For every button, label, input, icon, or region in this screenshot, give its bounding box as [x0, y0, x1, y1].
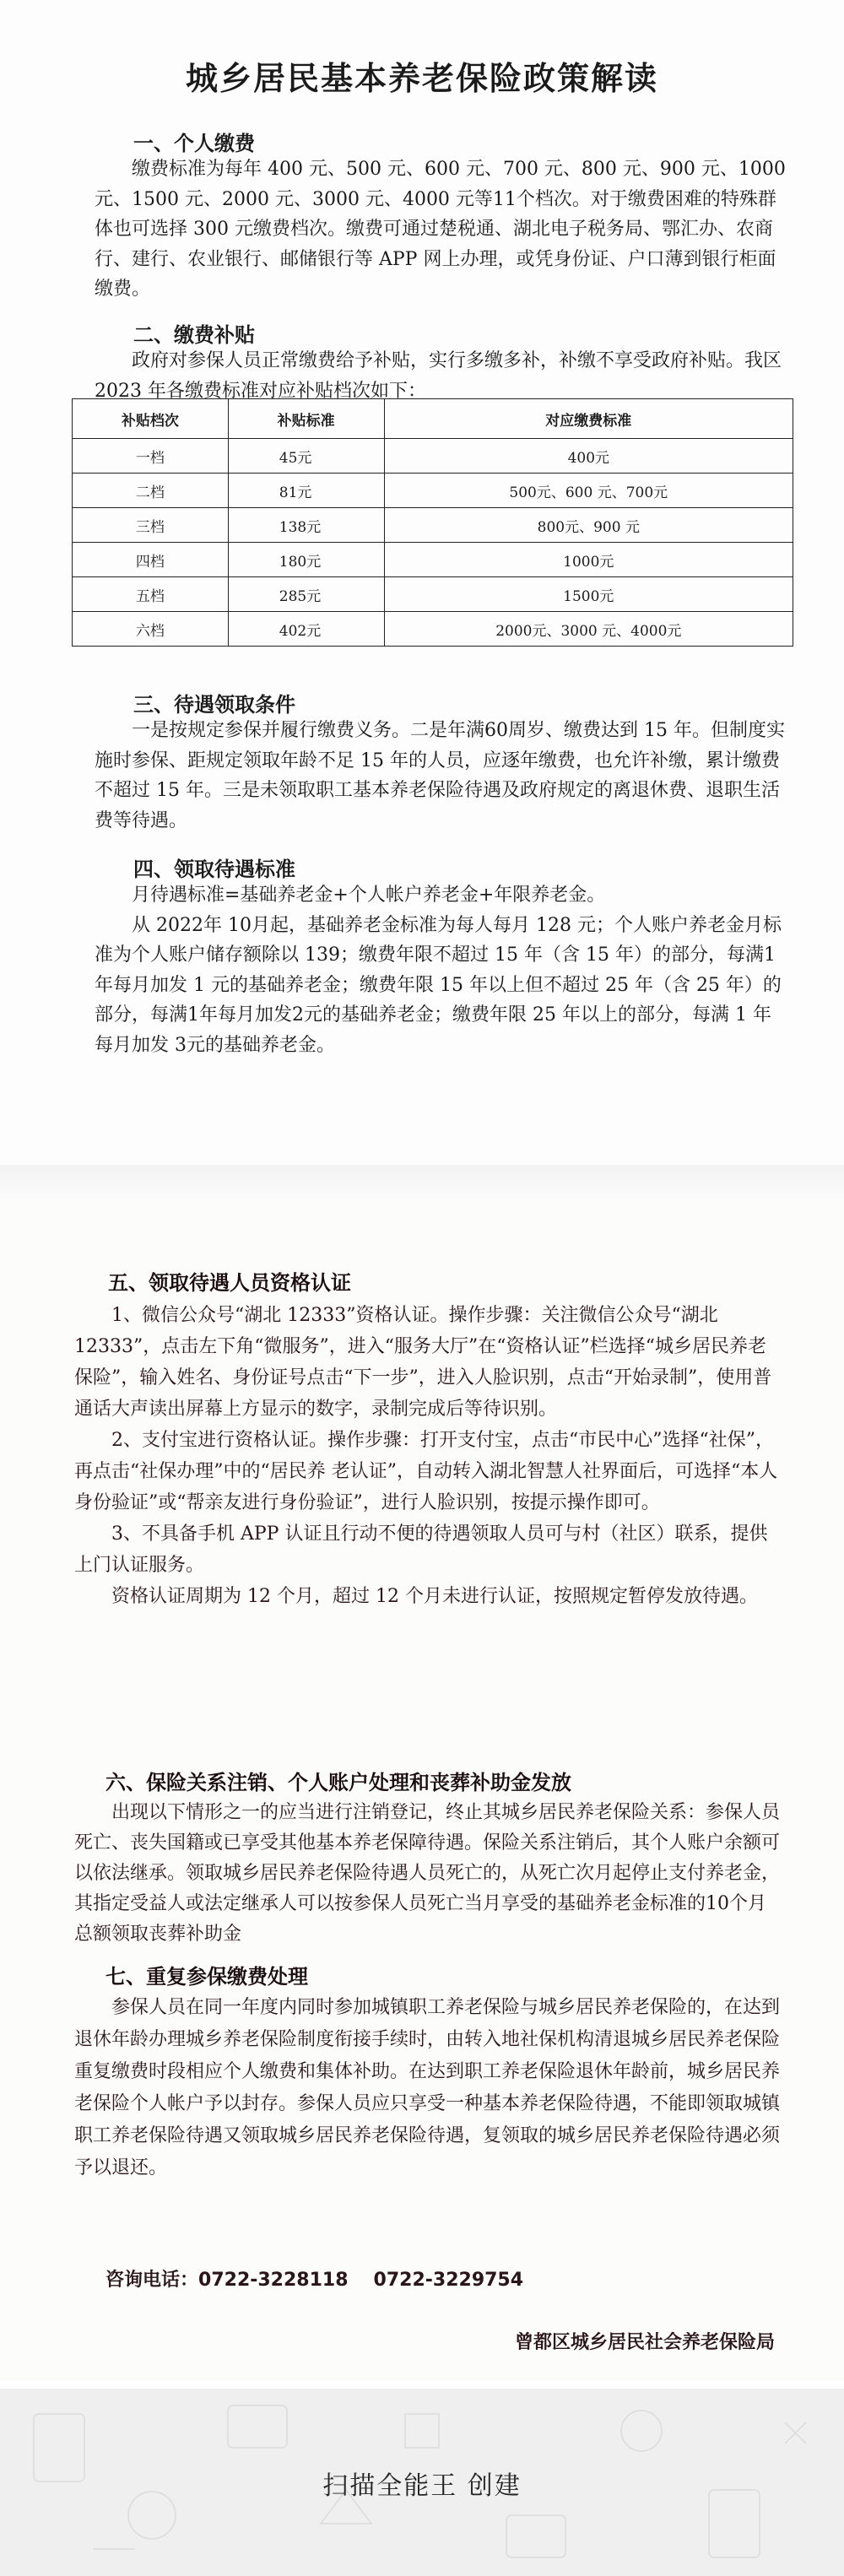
header-standard: 对应缴费标准 [384, 399, 793, 439]
section-2-heading: 二、缴费补贴 [133, 322, 255, 347]
table-row [73, 474, 793, 508]
cell-subsidy: 180元 [228, 543, 384, 577]
header-subsidy: 补贴标准 [228, 399, 384, 439]
section-1-text: 缴费标准为每年 400 元、500 元、600 元、700 元、800 元、900 元、1000 元、1500 元、2000 元、3000 元、4000 元等11个档次。对于缴费困难的特殊群体也可选择 300 元缴费档次。缴费可通过楚税通、湖北电子税务局、鄂汇办、农商行、建行、农业银行、邮储银行等 APP 网上办理，或凭身份证、户口薄到银行柜面缴费。 [95, 159, 786, 300]
section-7-text: 参保人员在同一年度内同时参加城镇职工养老保险与城乡居民养老保险的，在达到退休年龄办理城乡养老保险制度衔接手续时，由转入地社保机构清退城乡居民养老保险重复缴费时段相应个人缴费和集体补助。在达到职工养老保险退休年龄前，城乡居民养老保险个人帐户予以封存。参保人员应只享受一种基本养老保险待遇，不能即领取城镇职工养老保险待遇又领取城乡居民养老保险待遇，复领取的城乡居民养老保险待遇必须予以退还。 [74, 1997, 781, 2178]
section-6-heading: 六、保险关系注销、个人账户处理和丧葬补助金发放 [106, 1770, 571, 1794]
section-5-heading: 五、领取待遇人员资格认证 [108, 1270, 351, 1295]
document-title: 城乡居民基本养老保险政策解读 [185, 59, 658, 97]
table-row [73, 543, 793, 577]
scanner-footer [0, 2389, 844, 2576]
section-3-text: 一是按规定参保并履行缴费义务。二是年满60周岁、缴费达到 15 年。但制度实施时参保、距规定领取年龄不足 15 年的人员，应逐年缴费，也允许补缴，累计缴费不超过 15 年。三是未领取职工基本养老保险待遇及政府规定的离退休费、退职生活费等待遇。 [95, 720, 785, 831]
section-6-text: 出现以下情形之一的应当进行注销登记，终止其城乡居民养老保险关系：参保人员死亡、丧失国籍或已享受其他基本养老保障待遇。保险关系注销后，其个人账户余额可以依法继承。领取城乡居民养老保险待遇人员死亡的，从死亡次月起停止支付养老金，其指定受益人或法定继承人可以按参保人员死亡当月享受的基础养老金标准的10个月总额领取丧葬补助金 [74, 1802, 781, 1945]
contact-phone-2: 0722-3229754 [373, 2270, 524, 2291]
cell-standard: 1000元 [384, 543, 793, 577]
table-row [73, 439, 793, 474]
document-page-1 [0, 0, 844, 1165]
contact-phone-1: 0722-3228118 [198, 2270, 349, 2291]
header-tier: 补贴档次 [73, 399, 229, 439]
cell-standard: 400元 [384, 439, 793, 474]
cell-tier: 三档 [73, 508, 229, 543]
scanner-brand: 扫描全能王 创建 [322, 2471, 522, 2501]
cell-tier: 五档 [73, 577, 229, 612]
table-row [73, 612, 793, 647]
table-row [73, 577, 793, 612]
cell-subsidy: 45元 [228, 439, 384, 474]
cell-subsidy: 285元 [228, 577, 384, 612]
cell-subsidy: 402元 [228, 612, 384, 647]
subsidy-table [72, 398, 793, 647]
table-header-row [73, 399, 793, 439]
cell-standard: 500元、600 元、700元 [384, 474, 793, 508]
section-4-text: 月待遇标准=基础养老金+个人帐户养老金+年限养老金。 从 2022年 10月起，基础养老金标准为每人每月 128 元；个人账户养老金月标准为个人账户储存额除以 139；缴费年限不超过 15 年（含 15 年）的部分，每满1年每月加发 1 元的基础养老金；缴费年限 15 年以上但不超过 25 年（含 25 年）的部分，每满1年每月加发2元的基础养老金；缴费年限 25 年以上的部分，每满 1 年每月加发 3元的基础养老金。 [95, 885, 782, 1056]
cell-tier: 一档 [73, 439, 229, 474]
cell-standard: 1500元 [384, 577, 793, 612]
cell-tier: 二档 [73, 474, 229, 508]
table-row [73, 508, 793, 543]
cell-tier: 六档 [73, 612, 229, 647]
contact-label: 咨询电话： [106, 2270, 199, 2291]
section-7-heading: 七、重复参保缴费处理 [106, 1964, 308, 1989]
section-3-heading: 三、待遇领取条件 [133, 692, 295, 717]
section-5-text: 1、微信公众号“湖北 12333”资格认证。操作步骤：关注微信公众号“湖北 12333”，点击左下角“微服务”，进入“服务大厅”在“资格认证”栏选择“城乡居民养老保险”，输入姓名、身份证号点击“下一步”，进入人脸识别，点击“开始录制”，使用普通话大声读出屏幕上方显示的数字，录制完成后等待识别。 2、支付宝进行资格认证。操作步骤：打开支付宝，点击“市民中心”选择“社保”，再点击“社保办理”中的“居民养 老认证”，自动转入湖北智慧人社界面后，可选择“本人身份验证”或“帮亲友进行身份验证”，进行人脸识别，按提示操作即可。 3、不具备手机 APP 认证且行动不便的待遇领取人员可与村（社区）联系，提供上门认证服务。 资格认证周期为 12 个月，超过 12 个月未进行认证，按照规定暂停发放待遇。 [74, 1305, 778, 1607]
cell-standard: 800元、900 元 [384, 508, 793, 543]
section-1-heading: 一、个人缴费 [133, 131, 255, 155]
contact-line [106, 2265, 549, 2292]
cell-subsidy: 138元 [228, 508, 384, 543]
section-2-text: 政府对参保人员正常缴费给予补贴，实行多缴多补，补缴不享受政府补贴。我区 2023 年各缴费标准对应补贴档次如下： [95, 350, 782, 402]
cell-tier: 四档 [73, 543, 229, 577]
section-4-heading: 四、领取待遇标准 [133, 857, 295, 881]
cell-standard: 2000元、3000 元、4000元 [384, 612, 793, 647]
page-gap [0, 1165, 844, 1199]
cell-subsidy: 81元 [228, 474, 384, 508]
issuing-agency: 曾都区城乡居民社会养老保险局 [514, 2332, 775, 2353]
